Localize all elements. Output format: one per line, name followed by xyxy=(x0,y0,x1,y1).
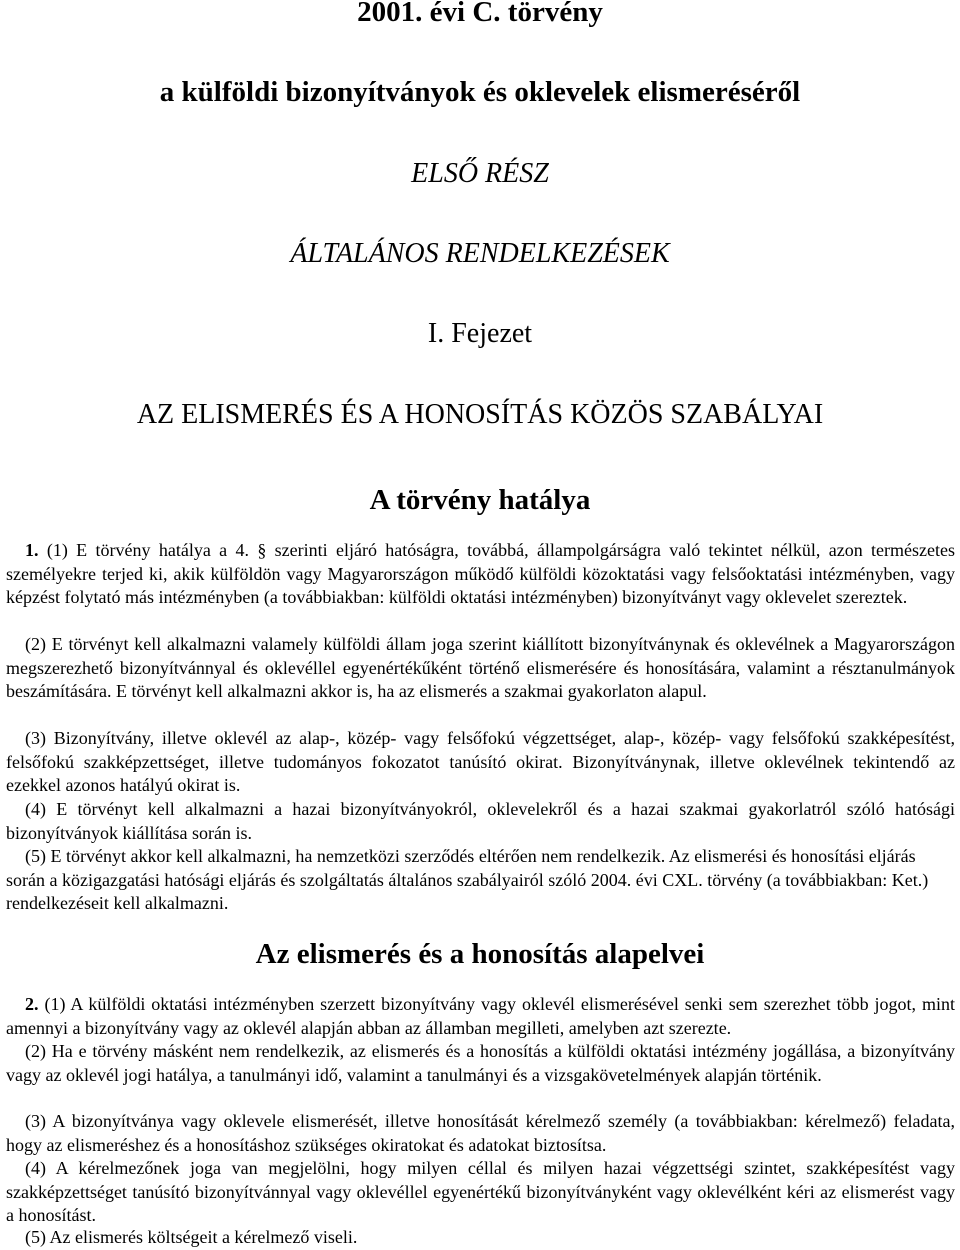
act-subtitle: a külföldi bizonyítványok és oklevelek elismeréséről xyxy=(159,76,801,108)
chapter-title: I. Fejezet xyxy=(427,318,533,349)
section-heading: A törvény hatálya xyxy=(369,484,591,516)
section-number: 2. xyxy=(25,994,39,1014)
paragraph-1-5: (5) E törvényt akkor kell alkalmazni, ha nemzetközi szerződés eltérően nem rendelkezik. Az elismerési és honosítási eljárás során a közigazgatási hatósági eljárás és szolgáltatás általános szabályairól szóló 2004. évi CXL. törvény (a továbbiakban: Ket.) rendelkezéseit kell alkalmazni. xyxy=(6,846,929,914)
paragraph-2-2: (2) Ha e törvény másként nem rendelkezik, az elismerés és a honosítás a külföldi oktatási intézmény jogállása, a bizonyítvány vagy az oklevél jogi hatálya, a tanulmányi idő, valamint a tanulmányi és a vizsgakövetelmények alapján történik. xyxy=(6,1041,955,1085)
paragraph-text: (1) A külföldi oktatási intézményben szerzett bizonyítvány vagy oklevél elismerésével senki sem szerezhet több jogot, mint amennyi a bizonyítvány vagy az oklevél alapján abban az államban megilleti, amelyben azt szerezte. xyxy=(6,994,955,1038)
paragraph-2-1 xyxy=(6,993,955,1040)
paragraph-1-1 xyxy=(6,539,955,610)
act-title: 2001. évi C. törvény xyxy=(357,0,603,28)
paragraph-1-3: (3) Bizonyítvány, illetve oklevél az alap-, közép- vagy felsőfokú végzettséget, alap-, közép- vagy felsőfokú szakképesítést, felsőfokú szakképzettséget, illetve tudományos fokozatot tanúsító okirat. Bizonyítványnak, illetve oklevélnek tekintendő az ezekkel azonos hatályú okirat is. xyxy=(6,728,955,796)
paragraph-2-3: (3) A bizonyítványa vagy oklevele elismerését, illetve honosítását kérelmező személy (a továbbiakban: kérelmező) feladata, hogy az elismeréshez és a honosításhoz szükséges okiratokat és adatokat biztosítsa. xyxy=(6,1111,955,1155)
part-title: ELSŐ RÉSZ xyxy=(411,158,549,189)
section-number: 1. xyxy=(25,540,39,560)
chapter-subtitle: AZ ELISMERÉS ÉS A HONOSÍTÁS KÖZÖS SZABÁLYAI xyxy=(136,399,824,430)
paragraph-1-4: (4) E törvényt kell alkalmazni a hazai bizonyítványokról, oklevelekről és a hazai szakmai gyakorlatról szóló hatósági bizonyítványok kiállítása során is. xyxy=(6,799,955,843)
paragraph-1-2: (2) E törvényt kell alkalmazni valamely külföldi állam joga szerint kiállított bizonyítványnak és oklevélnek a Magyarországon megszerezhető bizonyítvánnyal és oklevéllel egyenértékűként történő elismerésére és honosítására, valamint a résztanulmányok beszámítására. E törvényt kell alkalmazni akkor is, ha az elismerés a szakmai gyakorlaton alapul. xyxy=(6,634,955,702)
part-subtitle: ÁLTALÁNOS RENDELKEZÉSEK xyxy=(290,238,670,269)
paragraph-2-5: (5) Az elismerés költségeit a kérelmező viseli. xyxy=(25,1227,358,1247)
paragraph-2-4: (4) A kérelmezőnek joga van megjelölni, hogy milyen céllal és milyen hazai végzettségi szintet, szakképesítést vagy szakképzettséget tanúsító bizonyítvánnyal vagy oklevéllel egyenértékű bizonyítványként vagy oklevélként kéri az elismerést vagy a honosítást. xyxy=(6,1158,955,1226)
paragraph-text: (1) E törvény hatálya a 4. § szerinti eljáró hatóságra, továbbá, állampolgárságra való tekintet nélkül, azon természetes személyekre terjed ki, akik külföldön vagy Magyarországon működő külföldi közoktatási vagy felsőoktatási intézményben, vagy képzést folytató más intézményben (a továbbiakban: külföldi oktatási intézményben) bizonyítványt vagy oklevelet szereztek. xyxy=(6,540,955,608)
section-heading: Az elismerés és a honosítás alapelvei xyxy=(255,938,705,970)
